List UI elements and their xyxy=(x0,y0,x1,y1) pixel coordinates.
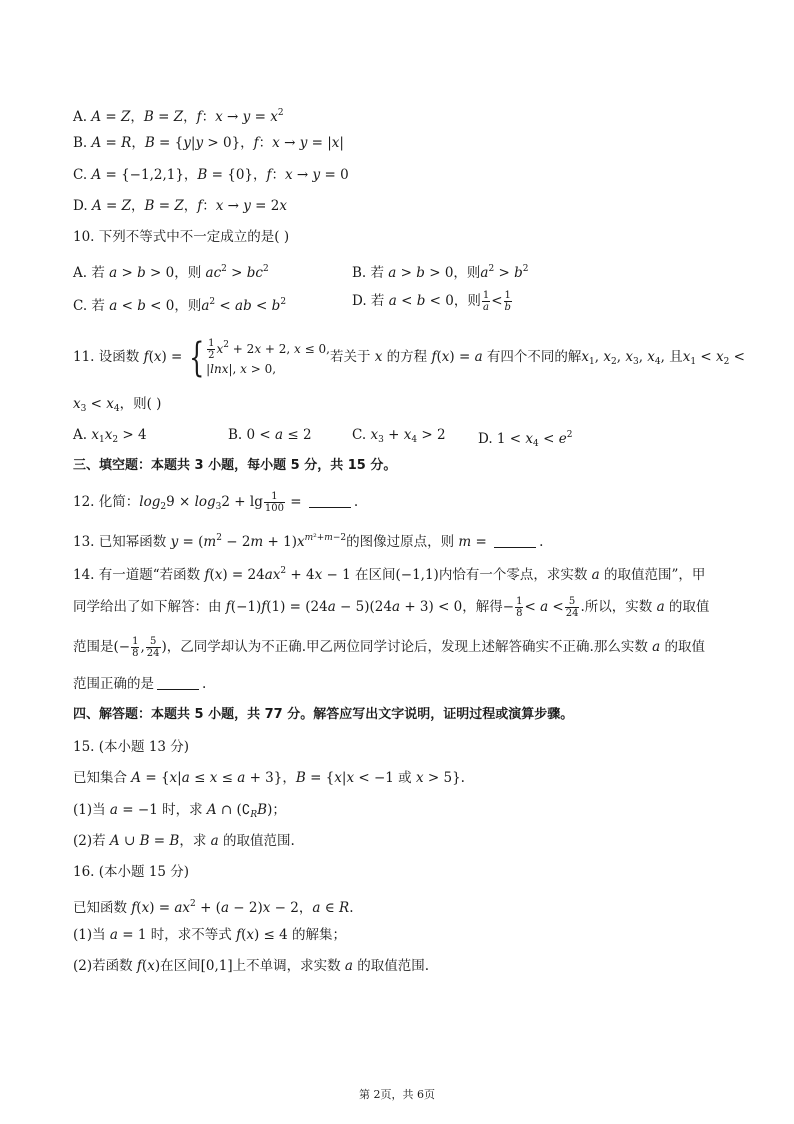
q14-line2: 同学给出了如下解答：由 f(−1)f(1) = (24a − 5)(24a + 3) < 0，解得− $\frac{1}{8}$ < a < $\frac{5}{24}$ .所以，实数 a 的取值 xyxy=(73,596,710,619)
q10-option-b: B. 若 a > b > 0，则$a^2 > b^2$ xyxy=(352,264,529,281)
q14-line3: 范围是(− $\frac{1}{8}$ , $\frac{5}{24}$ )，乙同学却认为不正确.甲乙两位同学讨论后，发现上述解答确实不正确.那么实数 a 的取值 xyxy=(73,636,705,659)
q16-header: 16. (本小题 15 分) xyxy=(73,864,190,880)
q9-option-a: A. A = Z，B = Z，f：$x \to y = x^2$ xyxy=(73,108,284,125)
q10-option-c: C. 若 a < b < 0，则$a^2$ < ab < $b^2$ xyxy=(73,297,287,314)
q11-stem: 11. 设函数 f(x) = { $\frac{1}{2}$ $x^2 + 2x + 2$, x ≤ 0, |lnx|, x > 0,若关于 x 的方程 f(x) = a 有四个不同的解$x_1$, $x_2$, $x_3$, $x_4$, 且$x_1 < x_2$ < xyxy=(73,334,745,381)
q9-option-b: B. A = R，B = {y|y > 0}，f：x → y = |x| xyxy=(73,135,344,151)
q11-option-a: A. $x_1x_2 > 4$ xyxy=(73,427,147,445)
q9-option-d: D. A = Z，B = Z，f：x → y = 2x xyxy=(73,198,287,214)
q15-part1: (1)当 a = −1 时，求 A ∩ $(∁_RB)$； xyxy=(73,802,286,820)
q16-stem: 已知函数 $f(x) = ax^2 + (a - 2)x - 2$，a ∈ R. xyxy=(73,899,354,916)
q12: 12. 化简：$\log_29 \times \log_32 + \lg$ $\frac{1}{100}$ = . xyxy=(73,491,359,514)
q11-option-b: B. 0 < a ≤ 2 xyxy=(228,427,312,443)
q15-part2: (2)若 A ∪ B = B，求 a 的取值范围. xyxy=(73,833,295,849)
q10-stem: 10. 下列不等式中不一定成立的是( ) xyxy=(73,229,290,245)
q14-line4: 范围正确的是 . xyxy=(73,676,207,692)
q11-stem-cont: $x_3 < x_4$，则( ) xyxy=(73,396,162,414)
q10-option-a: A. 若 a > b > 0，则 $ac^2 > bc^2$ xyxy=(73,264,269,281)
q10-option-d: D. 若 a < b < 0，则 $\frac{1}{a}$ < $\frac{1}{b}$ xyxy=(352,290,511,313)
q16-part2: (2)若函数 f(x)在区间[0,1]上不单调，求实数 a 的取值范围. xyxy=(73,958,430,974)
q15-stem: 已知集合 A = {x|a ≤ x ≤ a + 3}，B = {x|x < −1 或 x > 5}. xyxy=(73,770,465,786)
q13: 13. 已知幂函数 $y = (m^2 - 2m + 1)x^{m^2+m-2}$的图像过原点，则 m = . xyxy=(73,533,544,550)
q16-part1: (1)当 a = 1 时，求不等式 f(x) ≤ 4 的解集； xyxy=(73,927,347,943)
q15-header: 15. (本小题 13 分) xyxy=(73,739,190,755)
page-footer: 第 2页，共 6页 xyxy=(359,1088,435,1101)
section-4-heading: 四、解答题：本题共 5 小题，共 77 分。解答应写出文字说明，证明过程或演算步骤。 xyxy=(73,707,574,722)
q11-option-c: C. $x_3 + x_4 > 2$ xyxy=(352,427,446,445)
q9-option-c: C. A = {−1,2,1}，B = {0}，f：x → y = 0 xyxy=(73,167,349,183)
q11-option-d: D. $1 < x_4 < e^2$ xyxy=(478,430,573,449)
q14-line1: 14. 有一道题“若函数 $f(x) = 24ax^2 + 4x - 1$ 在区间(−1,1)内恰有一个零点，求实数 a 的取值范围”，甲 xyxy=(73,566,706,583)
section-3-heading: 三、填空题：本题共 3 小题，每小题 5 分，共 15 分。 xyxy=(73,458,397,473)
